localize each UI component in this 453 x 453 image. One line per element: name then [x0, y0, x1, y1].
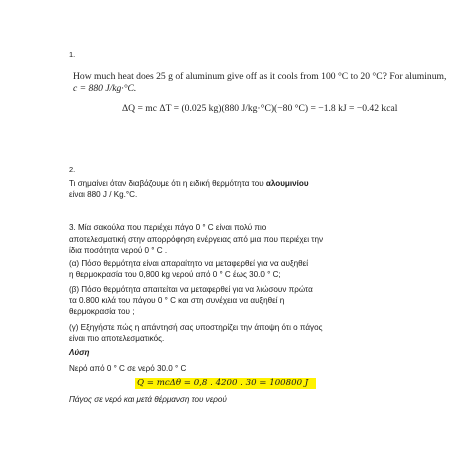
- problem-3-intro-line-1: 3. Μία σακούλα που περιέχει πάγο 0 ° C είναι πολύ πιο: [69, 223, 267, 232]
- solution-water-line: Νερό από 0 ° C σε νερό 30.0 ° C: [69, 364, 187, 373]
- problem-3-part-c-line-2: είναι πιο αποτελεσματικός.: [69, 334, 165, 343]
- problem-3-part-b-line-2: τα 0.800 κιλά του πάγου 0 ° C και στη συνέχεια να αυξηθεί η: [69, 296, 285, 305]
- problem-3-part-a-line-2: η θερμοκρασία του 0,800 kg νερού από 0 ° C έως 30.0 ° C;: [69, 270, 281, 279]
- solution-heading: Λύση: [69, 348, 90, 357]
- problem-1-solution: ΔQ = mc ΔT = (0.025 kg)(880 J/kg·°C)(−80 °C) = −1.8 kJ = −0.42 kcal: [122, 103, 398, 114]
- problem-2-question-line-2: είναι 880 J / Kg.°C.: [69, 190, 138, 199]
- problem-3-part-b-line-3: θερμοκρασία του ;: [69, 307, 135, 316]
- problem-3-part-c-line-1: (γ) Εξηγήστε πώς η απάντησή σας υποστηρίζει την άποψη ότι ο πάγος: [69, 323, 323, 332]
- problem-2-number: 2.: [69, 165, 76, 174]
- problem-3-intro-line-2: αποτελεσματική στην απορρόφηση ενέργειας από μια που περιέχει την: [69, 235, 324, 244]
- solution-next-line: Πάγος σε νερό και μετά θέρμανση του νερού: [69, 395, 227, 404]
- problem-1-number: 1.: [69, 50, 76, 59]
- problem-3-part-a-line-1: (α) Πόσο θερμότητα είναι απαραίτητο να μεταφερθεί για να αυξηθεί: [69, 259, 309, 268]
- problem-2-question-prefix: Τι σημαίνει όταν διαβάζουμε ότι η ειδική θερμότητα του: [69, 179, 266, 188]
- problem-3-part-b-line-1: (β) Πόσο θερμότητα απαιτείται να μεταφερθεί για να λιώσουν πρώτα: [69, 285, 313, 294]
- solution-formula: Q = mcΔθ = 0,8 . 4200 . 30 = 100800 J: [137, 378, 309, 388]
- problem-2-question-bold: αλουμινίου: [265, 179, 309, 188]
- problem-2-question-line-1: [69, 179, 309, 189]
- problem-1-question-line-1: How much heat does 25 g of aluminum give off as it cools from 100 °C to 20 °C? For aluminum,: [73, 71, 447, 82]
- problem-3-intro-line-3: ίδια ποσότητα νερού 0 ° C .: [69, 246, 168, 255]
- problem-1-question-line-2: c = 880 J/kg·°C.: [73, 83, 137, 94]
